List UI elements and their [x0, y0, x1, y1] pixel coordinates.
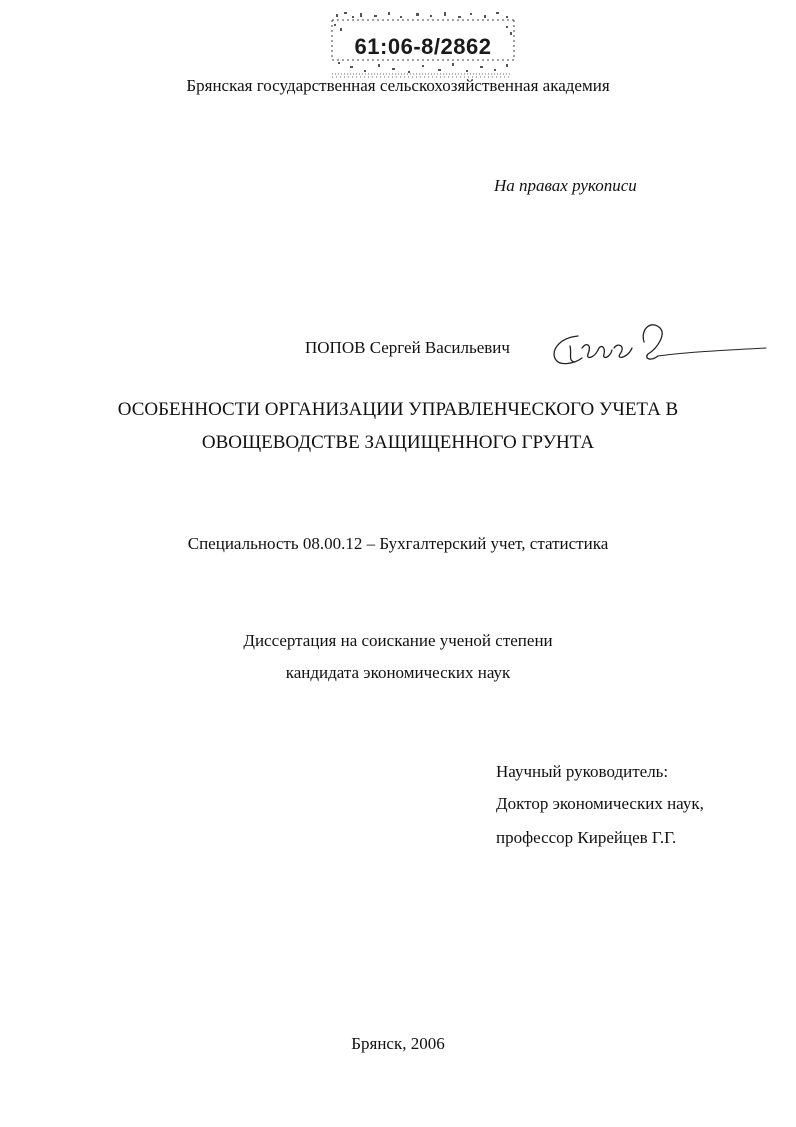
dissertation-title-line-1: ОСОБЕННОСТИ ОРГАНИЗАЦИИ УПРАВЛЕНЧЕСКОГО УЧЕТА В	[117, 399, 679, 420]
institution-name: Брянская государственная сельскохозяйственная академия	[186, 76, 610, 95]
rights-note: На правах рукописи	[494, 176, 637, 195]
author-name: ПОПОВ Сергей Васильевич	[305, 338, 510, 357]
specialty-line: Специальность 08.00.12 – Бухгалтерский учет, статистика	[187, 534, 609, 553]
supervisor-name: профессор Кирейцев Г.Г.	[496, 828, 677, 847]
author-signature	[548, 318, 768, 379]
supervisor-degree: Доктор экономических наук,	[496, 794, 704, 813]
degree-statement-line-1: Диссертация на соискание ученой степени	[243, 631, 553, 650]
dissertation-title-line-2: ОВОЩЕВОДСТВЕ ЗАЩИЩЕННОГО ГРУНТА	[201, 432, 595, 453]
city-year: Брянск, 2006	[351, 1034, 445, 1053]
archive-stamp	[330, 10, 516, 78]
stamp-code: 61:06-8/2862	[354, 34, 492, 59]
supervisor-label: Научный руководитель:	[496, 762, 669, 781]
degree-statement-line-2: кандидата экономических наук	[285, 663, 511, 682]
